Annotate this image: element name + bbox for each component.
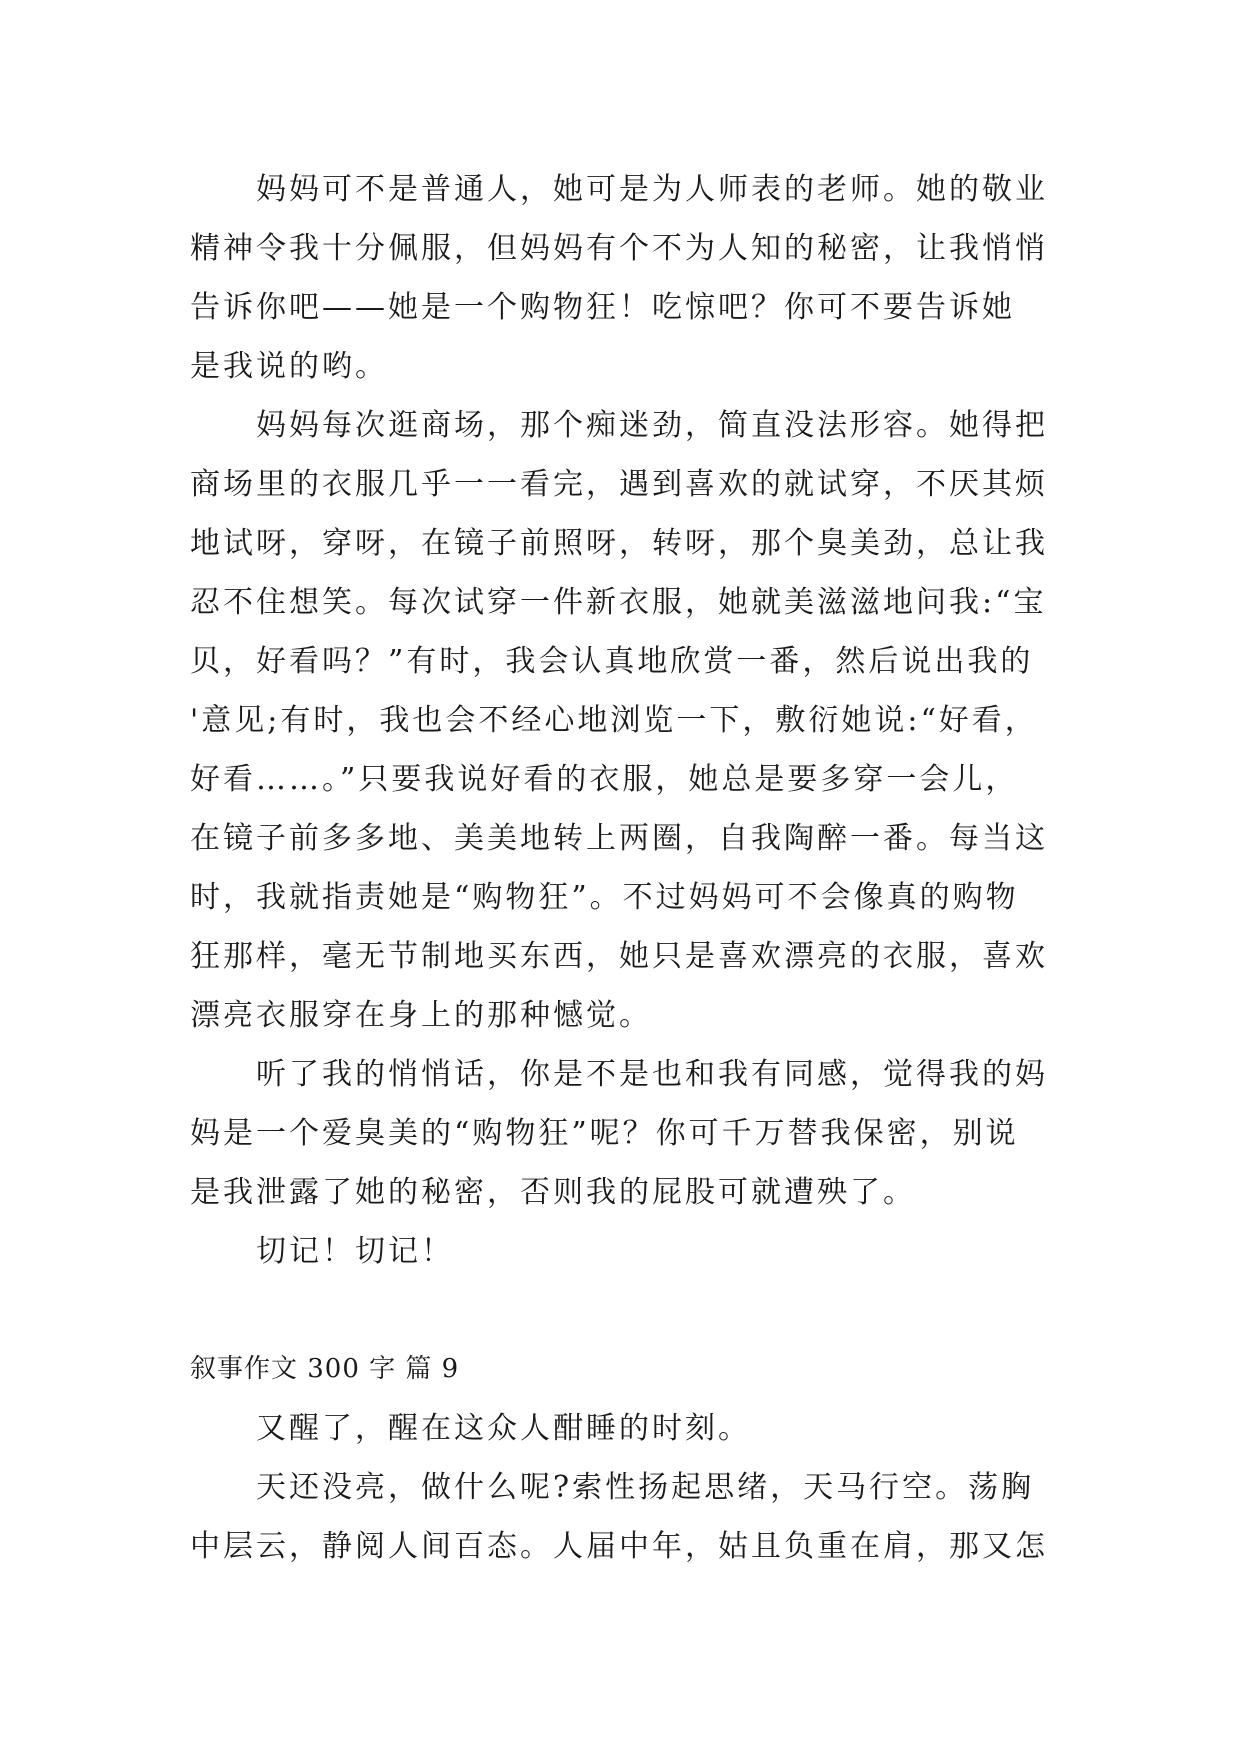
text-line: 告诉你吧——她是一个购物狂！吃惊吧？你可不要告诉她 xyxy=(190,290,1015,325)
text-line: 是我说的哟。 xyxy=(190,349,388,384)
paragraph xyxy=(190,1399,1060,1458)
text-line: 妈是一个爱臭美的“购物狂”呢？你可千万替我保密，别说 xyxy=(190,1116,1019,1151)
text-line: 中层云，静阅人间百态。人届中年，姑且负重在肩，那又怎 xyxy=(190,1529,1048,1564)
text-line: 又醒了，醒在这众人酣睡的时刻。 xyxy=(256,1411,751,1446)
section-heading: 叙事作文 300 字 篇 9 xyxy=(190,1354,460,1384)
text-line: 商场里的衣服几乎一一看完，遇到喜欢的就试穿，不厌其烦 xyxy=(190,467,1048,502)
paragraph xyxy=(190,1458,1060,1576)
text-line: '意见;有时，我也会不经心地浏览一下，敷衍她说:“好看， xyxy=(190,703,1038,738)
text-line: 听了我的悄悄话，你是不是也和我有同感，觉得我的妈 xyxy=(256,1057,1048,1092)
text-line: 是我泄露了她的秘密，否则我的屁股可就遭殃了。 xyxy=(190,1175,916,1210)
text-line: 好看……。”只要我说好看的衣服，她总是要多穿一会儿， xyxy=(190,762,1019,797)
spacer xyxy=(190,1281,1060,1340)
text-line: 忍不住想笑。每次试穿一件新衣服，她就美滋滋地问我:“宝 xyxy=(190,585,1047,620)
paragraph xyxy=(190,160,1060,396)
paragraph xyxy=(190,1045,1060,1222)
text-line: 狂那样，毫无节制地买东西，她只是喜欢漂亮的衣服，喜欢 xyxy=(190,939,1048,974)
text-line: 天还没亮，做什么呢?索性扬起思绪，天马行空。荡胸 xyxy=(256,1470,1035,1505)
paragraph xyxy=(190,396,1060,1045)
text-line: 切记！切记！ xyxy=(256,1234,454,1269)
text-line: 妈妈每次逛商场，那个痴迷劲，简直没法形容。她得把 xyxy=(256,408,1048,443)
text-line: 地试呀，穿呀，在镜子前照呀，转呀，那个臭美劲，总让我 xyxy=(190,526,1048,561)
text-line: 妈妈可不是普通人，她可是为人师表的老师。她的敬业 xyxy=(256,172,1048,207)
paragraph xyxy=(190,1222,1060,1281)
document-page xyxy=(190,160,1060,1576)
text-line: 精神令我十分佩服，但妈妈有个不为人知的秘密，让我悄悄 xyxy=(190,231,1048,266)
text-line: 贝，好看吗？”有时，我会认真地欣赏一番，然后说出我的 xyxy=(190,644,1034,679)
text-line: 漂亮衣服穿在身上的那种憾觉。 xyxy=(190,998,652,1033)
text-line: 在镜子前多多地、美美地转上两圈，自我陶醉一番。每当这 xyxy=(190,821,1048,856)
text-line: 时，我就指责她是“购物狂”。不过妈妈可不会像真的购物 xyxy=(190,880,1019,915)
